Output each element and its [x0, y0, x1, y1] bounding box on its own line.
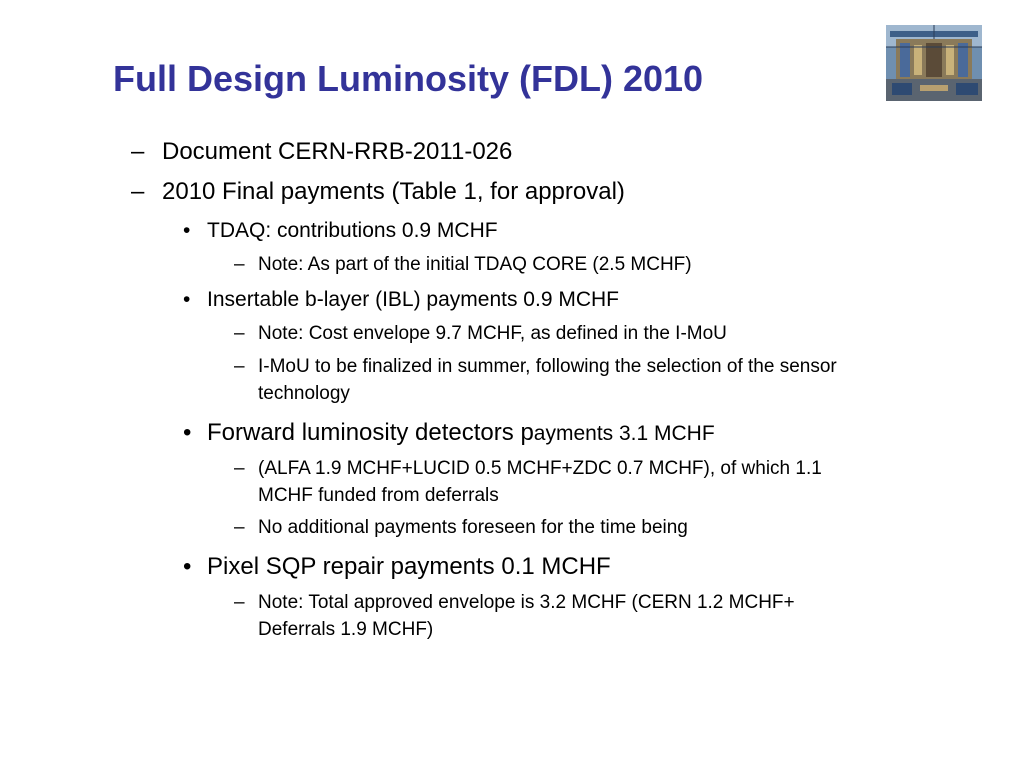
- note-imou-finalized-cont: technology: [258, 383, 350, 404]
- bullet-final-payments: 2010 Final payments (Table 1, for approval): [162, 178, 625, 205]
- dash-marker: –: [234, 517, 245, 538]
- bullet-pixel-sqp: Pixel SQP repair payments 0.1 MCHF: [207, 553, 611, 580]
- note-alfa-lucid-zdc: (ALFA 1.9 MCHF+LUCID 0.5 MCHF+ZDC 0.7 MCHF), of which 1.1: [258, 458, 822, 479]
- dash-marker: –: [234, 254, 245, 275]
- dash-marker: –: [131, 138, 145, 165]
- note-alfa-lucid-zdc-cont: MCHF funded from deferrals: [258, 485, 499, 506]
- note-total-envelope: Note: Total approved envelope is 3.2 MCHF (CERN 1.2 MCHF+: [258, 592, 795, 613]
- dot-marker: •: [183, 553, 192, 580]
- dot-marker: •: [183, 219, 191, 242]
- bullet-document: Document CERN-RRB-2011-026: [162, 138, 513, 165]
- bullet-ibl: Insertable b-layer (IBL) payments 0.9 MCHF: [207, 288, 619, 311]
- bullet-tdaq: TDAQ: contributions 0.9 MCHF: [207, 219, 498, 242]
- dash-marker: –: [131, 178, 145, 205]
- dash-marker: –: [234, 458, 245, 479]
- dot-marker: •: [183, 288, 191, 311]
- bullet-forward-luminosity: [207, 419, 715, 447]
- dash-marker: –: [234, 592, 245, 613]
- note-cost-envelope: Note: Cost envelope 9.7 MCHF, as defined in the I-MoU: [258, 323, 727, 344]
- slide-title: Full Design Luminosity (FDL) 2010: [113, 58, 704, 99]
- note-no-additional: No additional payments foreseen for the time being: [258, 517, 688, 538]
- dash-marker: –: [234, 356, 245, 377]
- dash-marker: –: [234, 323, 245, 344]
- bullet-forward-luminosity-rest: ayments 3.1 MCHF: [533, 422, 715, 445]
- dot-marker: •: [183, 419, 192, 446]
- note-total-envelope-cont: Deferrals 1.9 MCHF): [258, 619, 434, 640]
- note-tdaq-core: Note: As part of the initial TDAQ CORE (2.5 MCHF): [258, 254, 692, 275]
- note-imou-finalized: I-MoU to be finalized in summer, following the selection of the sensor: [258, 356, 837, 377]
- bullet-forward-luminosity-main: Forward luminosity detectors p: [207, 419, 534, 446]
